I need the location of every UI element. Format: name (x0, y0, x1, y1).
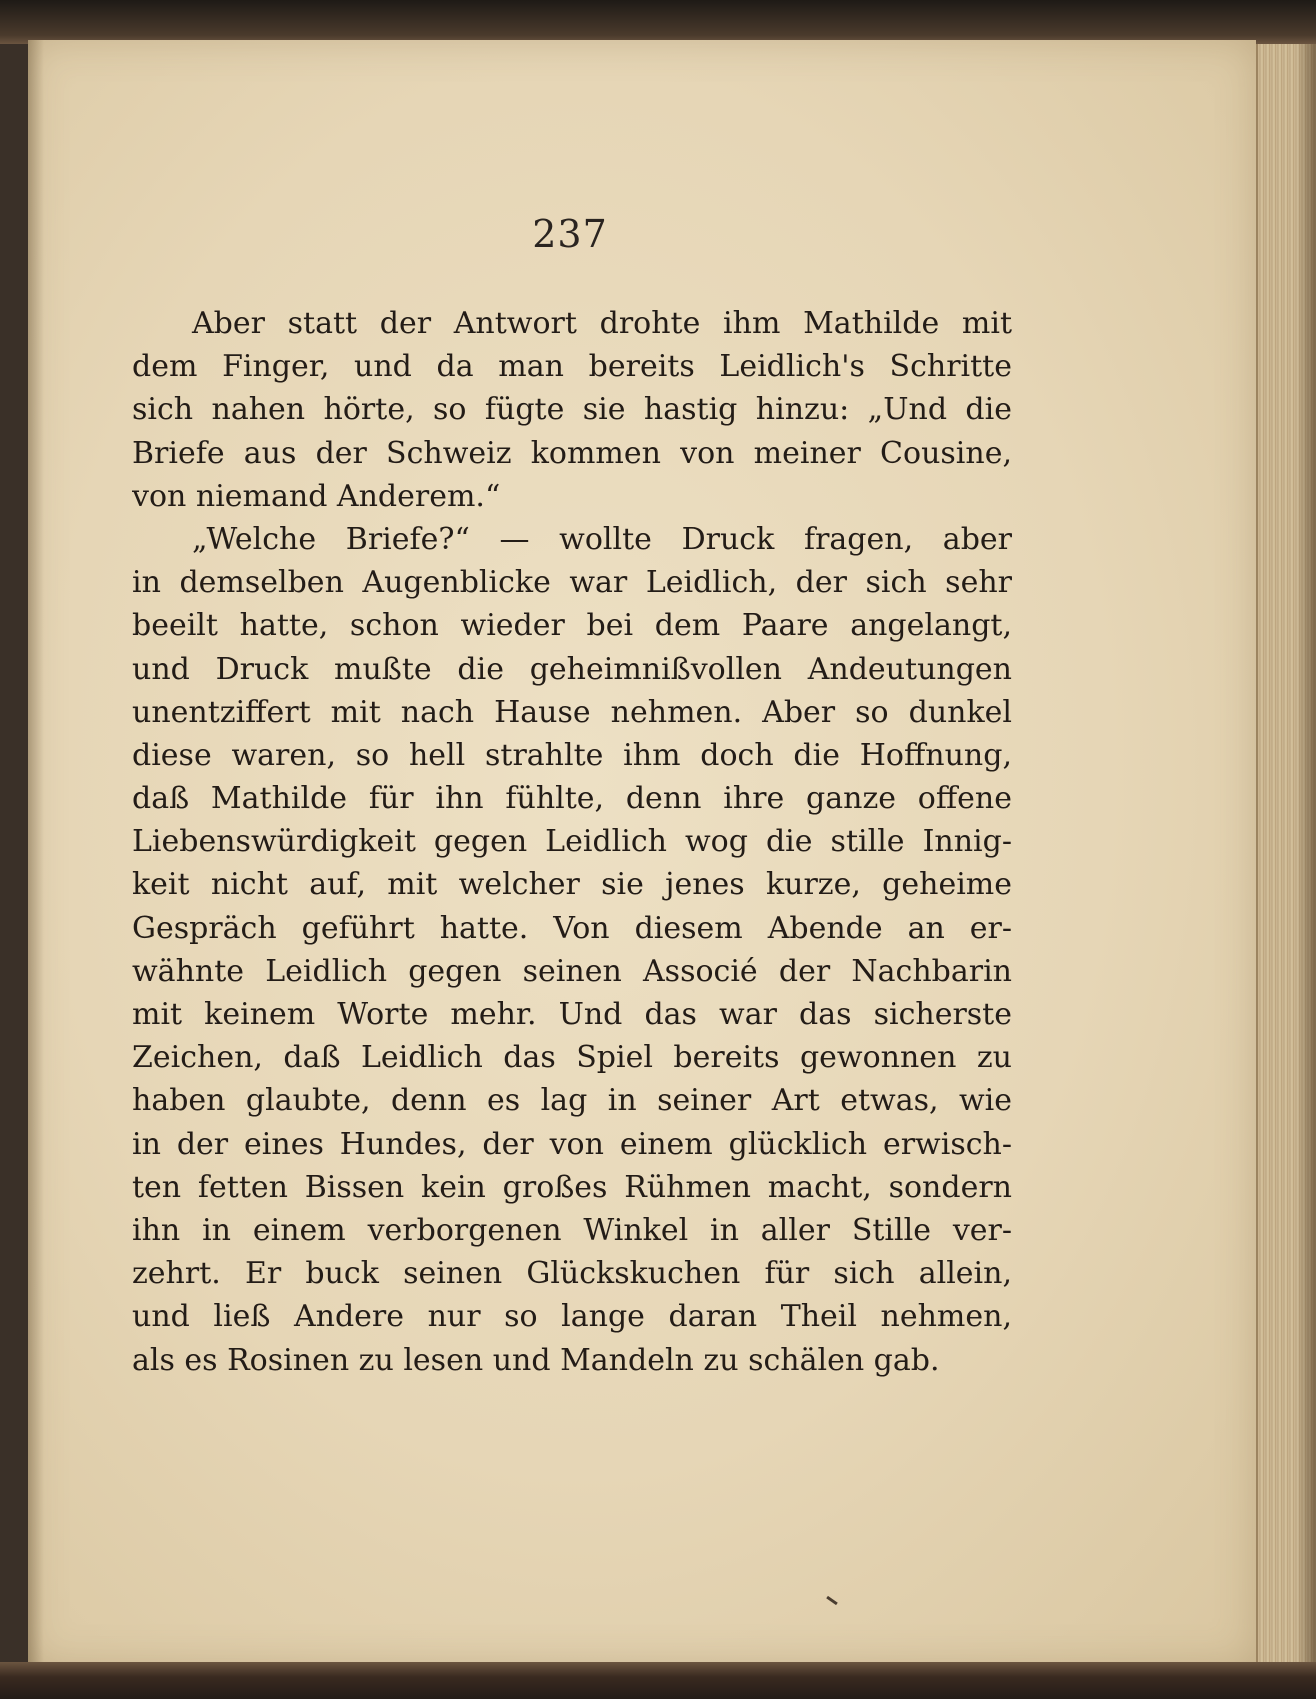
text-line: Aber statt der Antwort drohte ihm Mathilde mit (192, 306, 1012, 341)
text-line: zehrt. Er buck seinen Glückskuchen für sich allein, (132, 1256, 1012, 1292)
text-line: keit nicht auf, mit welcher sie jenes kurze, geheime (132, 867, 1012, 903)
text-line: in demselben Augenblicke war Leidlich, der sich sehr (132, 565, 1012, 601)
fore-edge-shadow (1296, 44, 1316, 1662)
text-line: unentziffert mit nach Hause nehmen. Aber so dunkel (132, 694, 1012, 730)
text-line: mit keinem Worte mehr. Und das war das sicherste (132, 997, 1012, 1032)
text-line: in der eines Hundes, der von einem glücklich erwisch- (132, 1126, 1012, 1162)
text-line: daß Mathilde für ihn fühlte, denn ihre ganze offene (132, 781, 1012, 817)
text-line: von niemand Anderem.“ (132, 478, 501, 514)
text-line: und Druck mußte die geheimnißvollen Andeutungen (132, 651, 1012, 687)
text-line: ten fetten Bissen kein großes Rühmen macht, sondern (132, 1169, 1012, 1205)
text-line: als es Rosinen zu lesen und Mandeln zu schälen gab. (132, 1342, 940, 1378)
book-top-edge (0, 0, 1316, 44)
text-line: beeilt hatte, schon wieder bei dem Paare angelangt, (132, 608, 1012, 644)
book-bottom-edge (0, 1662, 1316, 1699)
text-line: ihn in einem verborgenen Winkel in aller Stille ver- (132, 1212, 1012, 1248)
text-line: Gespräch geführt hatte. Von diesem Abende an er- (132, 910, 1012, 946)
text-line: diese waren, so hell strahlte ihm doch die Hoffnung, (132, 737, 1012, 773)
body-text (132, 302, 1012, 1382)
text-line: „Welche Briefe?“ — wollte Druck fragen, aber (192, 521, 1012, 557)
text-line: wähnte Leidlich gegen seinen Associé der Nachbarin (132, 953, 1012, 989)
text-line: Liebenswürdigkeit gegen Leidlich wog die stille Innig- (132, 824, 1012, 860)
text-line: und ließ Andere nur so lange daran Theil nehmen, (132, 1299, 1012, 1335)
text-line: Briefe aus der Schweiz kommen von meiner Cousine, (132, 435, 1012, 471)
text-line: haben glaubte, denn es lag in seiner Art etwas, wie (132, 1083, 1012, 1119)
page-number: 237 (532, 212, 608, 256)
page-gutter-shadow (28, 40, 44, 1666)
text-line: Zeichen, daß Leidlich das Spiel bereits gewonnen zu (132, 1040, 1012, 1076)
text-line: sich nahen hörte, so fügte sie hastig hinzu: „Und die (132, 392, 1012, 428)
text-line: dem Finger, und da man bereits Leidlich's Schritte (132, 349, 1012, 385)
